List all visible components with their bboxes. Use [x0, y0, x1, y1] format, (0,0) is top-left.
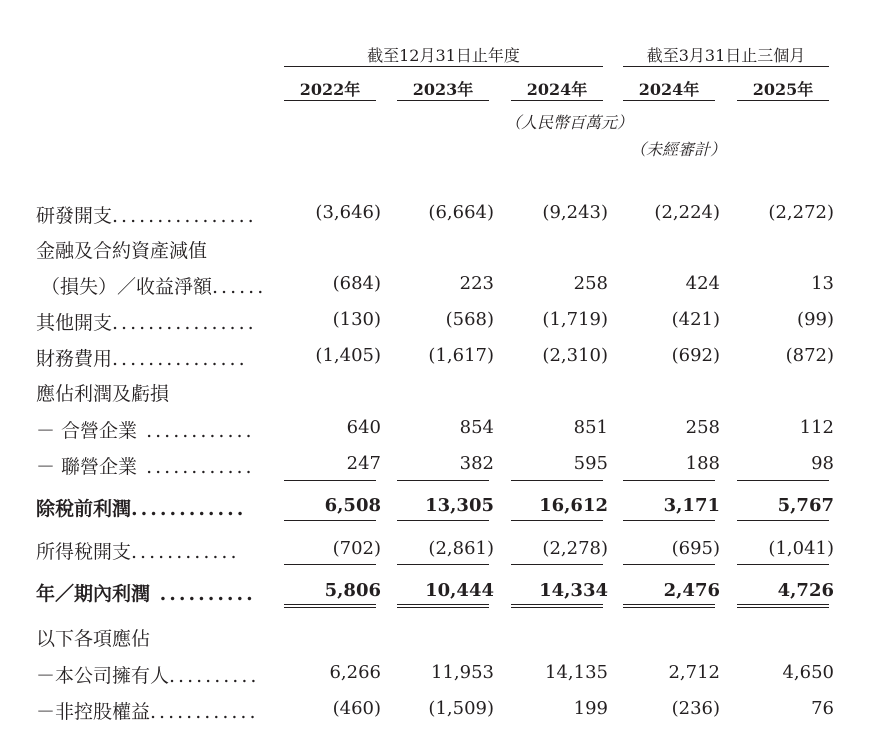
subtotal-rule [623, 480, 715, 481]
cell-value: 188 [685, 453, 720, 474]
row-label: 研發開支................ [36, 205, 257, 227]
col-rule [284, 100, 376, 101]
row-label: 除稅前利潤............ [36, 498, 247, 520]
col-rule [737, 100, 829, 101]
cell-value: (872) [785, 345, 834, 366]
cell-value: (130) [332, 309, 381, 330]
row-label: 所得稅開支............ [36, 541, 240, 563]
unaudited-note: （未經審計） [630, 140, 727, 159]
cell-value: 382 [459, 453, 494, 474]
cell-value: 258 [685, 417, 720, 438]
row-label: 財務費用............... [36, 348, 248, 370]
cell-value: (702) [332, 538, 381, 559]
col-header-2022: 2022年 [299, 80, 361, 99]
currency-note: （人民幣百萬元） [505, 113, 634, 132]
cell-value: 76 [811, 698, 834, 719]
cell-value: 5,806 [324, 580, 381, 601]
subtotal-rule [623, 564, 715, 565]
cell-value: (460) [332, 698, 381, 719]
subtotal-rule [737, 480, 829, 481]
cell-value: 13 [811, 273, 834, 294]
cell-value: 595 [573, 453, 608, 474]
total-double-rule [397, 604, 489, 608]
cell-value: (421) [671, 309, 720, 330]
cell-value: 223 [459, 273, 494, 294]
cell-value: 16,612 [539, 495, 608, 516]
header-group-quarter: 截至3月31日止三個月 [646, 46, 806, 65]
subtotal-rule [737, 520, 829, 521]
header-group-year-rule [284, 66, 603, 67]
total-double-rule [737, 604, 829, 608]
cell-value: 258 [573, 273, 608, 294]
cell-value: (2,861) [428, 538, 494, 559]
cell-value: (9,243) [542, 202, 608, 223]
cell-value: (3,646) [315, 202, 381, 223]
cell-value: (236) [671, 698, 720, 719]
cell-value: (2,310) [542, 345, 608, 366]
col-rule [397, 100, 489, 101]
cell-value: 2,476 [663, 580, 720, 601]
row-label: 年／期內利潤 .......... [36, 583, 256, 605]
col-header-2023: 2023年 [412, 80, 474, 99]
col-rule [511, 100, 603, 101]
cell-value: (568) [445, 309, 494, 330]
subtotal-rule [284, 520, 376, 521]
row-label: 金融及合約資產減值 [36, 240, 208, 262]
cell-value: 6,266 [329, 662, 381, 683]
row-label: － 合營企業 ............ [36, 420, 255, 442]
row-label: －非控股權益............ [36, 701, 259, 723]
subtotal-rule [511, 480, 603, 481]
cell-value: 5,767 [777, 495, 834, 516]
subtotal-rule [737, 564, 829, 565]
subtotal-rule [511, 564, 603, 565]
cell-value: 854 [459, 417, 494, 438]
col-rule [623, 100, 715, 101]
cell-value: (1,719) [542, 309, 608, 330]
cell-value: 112 [799, 417, 834, 438]
cell-value: 4,650 [782, 662, 834, 683]
total-double-rule [511, 604, 603, 608]
col-header-2024: 2024年 [526, 80, 588, 99]
row-label: 其他開支................ [36, 312, 257, 334]
cell-value: 14,135 [545, 662, 608, 683]
cell-value: 247 [346, 453, 381, 474]
col-header-2024-q1: 2024年 [638, 80, 700, 99]
cell-value: 13,305 [425, 495, 494, 516]
subtotal-rule [284, 564, 376, 565]
total-double-rule [284, 604, 376, 608]
cell-value: 640 [346, 417, 381, 438]
cell-value: 424 [685, 273, 720, 294]
cell-value: (6,664) [428, 202, 494, 223]
cell-value: (2,272) [768, 202, 834, 223]
cell-value: 851 [573, 417, 608, 438]
header-group-quarter-rule [623, 66, 829, 67]
cell-value: (2,278) [542, 538, 608, 559]
cell-value: 98 [811, 453, 834, 474]
cell-value: 10,444 [425, 580, 494, 601]
subtotal-rule [511, 520, 603, 521]
cell-value: 4,726 [777, 580, 834, 601]
cell-value: (1,405) [315, 345, 381, 366]
cell-value: (1,509) [428, 698, 494, 719]
subtotal-rule [397, 480, 489, 481]
cell-value: (684) [332, 273, 381, 294]
cell-value: 6,508 [324, 495, 381, 516]
cell-value: 2,712 [668, 662, 720, 683]
cell-value: 14,334 [539, 580, 608, 601]
header-group-year: 截至12月31日止年度 [367, 46, 520, 65]
cell-value: (2,224) [654, 202, 720, 223]
cell-value: (99) [797, 309, 834, 330]
subtotal-rule [397, 564, 489, 565]
row-label: 以下各項應佔 [36, 628, 151, 650]
subtotal-rule [623, 520, 715, 521]
cell-value: (695) [671, 538, 720, 559]
col-header-2025-q1: 2025年 [752, 80, 814, 99]
cell-value: (1,041) [768, 538, 834, 559]
cell-value: 199 [573, 698, 608, 719]
cell-value: 11,953 [431, 662, 494, 683]
row-label: －本公司擁有人.......... [36, 665, 260, 687]
subtotal-rule [397, 520, 489, 521]
row-label: 應佔利潤及虧損 [36, 383, 170, 405]
cell-value: 3,171 [663, 495, 720, 516]
row-label: － 聯營企業 ............ [36, 456, 255, 478]
subtotal-rule [284, 480, 376, 481]
cell-value: (692) [671, 345, 720, 366]
cell-value: (1,617) [428, 345, 494, 366]
row-label: （損失）／收益淨額...... [41, 276, 267, 298]
total-double-rule [623, 604, 715, 608]
